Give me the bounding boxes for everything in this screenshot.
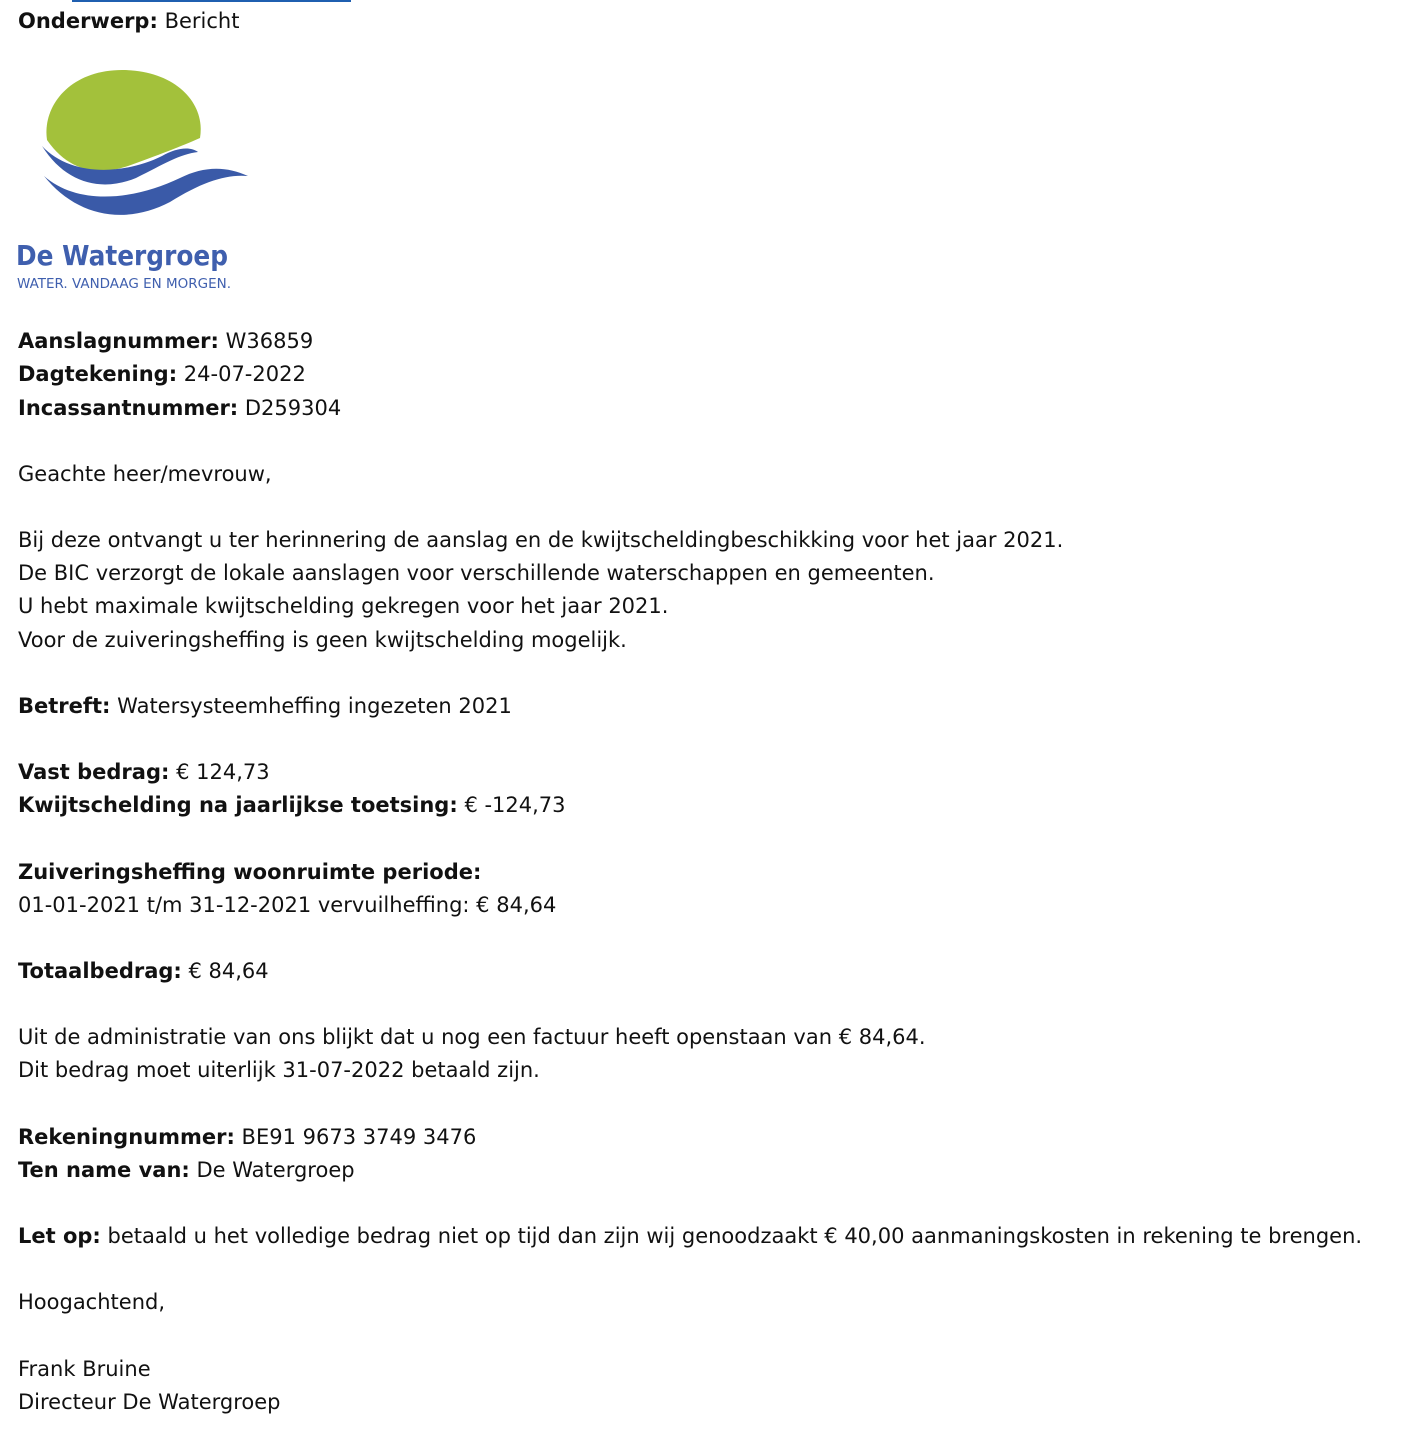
greeting: Geachte heer/mevrouw,	[18, 462, 272, 486]
vast-bedrag-value: € 124,73	[176, 760, 270, 784]
paragraph-4: Voor de zuiveringsheffing is geen kwijtschelding mogelijk.	[18, 628, 627, 652]
aanslag-value: W36859	[225, 329, 314, 353]
ten-name-van-line	[18, 1157, 355, 1183]
paragraph-6: Dit bedrag moet uiterlijk 31-07-2022 betaald zijn.	[18, 1058, 540, 1082]
kwijtschelding-label: Kwijtschelding na jaarlijkse toetsing:	[18, 793, 458, 817]
dagtekening-value: 24-07-2022	[183, 362, 306, 386]
totaal-value: € 84,64	[188, 959, 269, 983]
zuivering-label: Zuiveringsheffing woonruimte periode:	[18, 860, 482, 884]
let-op-line	[18, 1223, 1362, 1249]
closing: Hoogachtend,	[18, 1290, 166, 1314]
let-op-label: Let op:	[18, 1224, 101, 1248]
signer-title: Directeur De Watergroep	[18, 1390, 281, 1414]
zuivering-line: 01-01-2021 t/m 31-12-2021 vervuilheffing: € 84,64	[18, 893, 557, 917]
paragraph-3: U hebt maximale kwijtschelding gekregen voor het jaar 2021.	[18, 594, 669, 618]
kwijtschelding-value: € -124,73	[464, 793, 566, 817]
de-watergroep-logo	[14, 66, 254, 292]
incasso-value: D259304	[244, 396, 342, 420]
aanslag-label: Aanslagnummer:	[18, 329, 219, 353]
totaal-label: Totaalbedrag:	[18, 959, 182, 983]
signer-name: Frank Bruine	[18, 1357, 151, 1381]
subject-label: Onderwerp:	[18, 9, 158, 33]
logo-tagline: WATER. VANDAAG EN MORGEN.	[17, 277, 232, 292]
betreft-line	[18, 693, 512, 719]
dagtekening-line	[18, 361, 306, 387]
rekeningnummer-label: Rekeningnummer:	[18, 1125, 235, 1149]
top-link-underline	[72, 0, 351, 2]
ten-name-van-value: De Watergroep	[196, 1158, 355, 1182]
vast-bedrag-line	[18, 759, 270, 785]
ten-name-van-label: Ten name van:	[18, 1158, 190, 1182]
paragraph-2: De BIC verzorgt de lokale aanslagen voor verschillende waterschappen en gemeenten.	[18, 561, 935, 585]
rekeningnummer-line	[18, 1124, 476, 1150]
incasso-label: Incassantnummer:	[18, 396, 239, 420]
rekeningnummer-value: BE91 9673 3749 3476	[241, 1125, 477, 1149]
paragraph-5: Uit de administratie van ons blijkt dat u nog een factuur heeft openstaan van € 84,64.	[18, 1025, 926, 1049]
aanslag-line	[18, 328, 313, 354]
let-op-value: betaald u het volledige bedrag niet op tijd dan zijn wij genoodzaakt € 40,00 aanmaningskosten in rekening te brengen.	[107, 1224, 1363, 1248]
kwijtschelding-line	[18, 792, 566, 818]
subject-value: Bericht	[164, 9, 240, 33]
incasso-line	[18, 395, 341, 421]
vast-bedrag-label: Vast bedrag:	[18, 760, 170, 784]
dagtekening-label: Dagtekening:	[18, 362, 178, 386]
totaal-line	[18, 958, 269, 984]
betreft-value: Watersysteemheffing ingezeten 2021	[117, 694, 512, 718]
logo-wordmark: De Watergroep	[16, 239, 228, 272]
betreft-label: Betreft:	[18, 694, 111, 718]
subject-line	[18, 8, 239, 34]
paragraph-1: Bij deze ontvangt u ter herinnering de aanslag en de kwijtscheldingbeschikking voor het jaar 2021.	[18, 528, 1064, 552]
